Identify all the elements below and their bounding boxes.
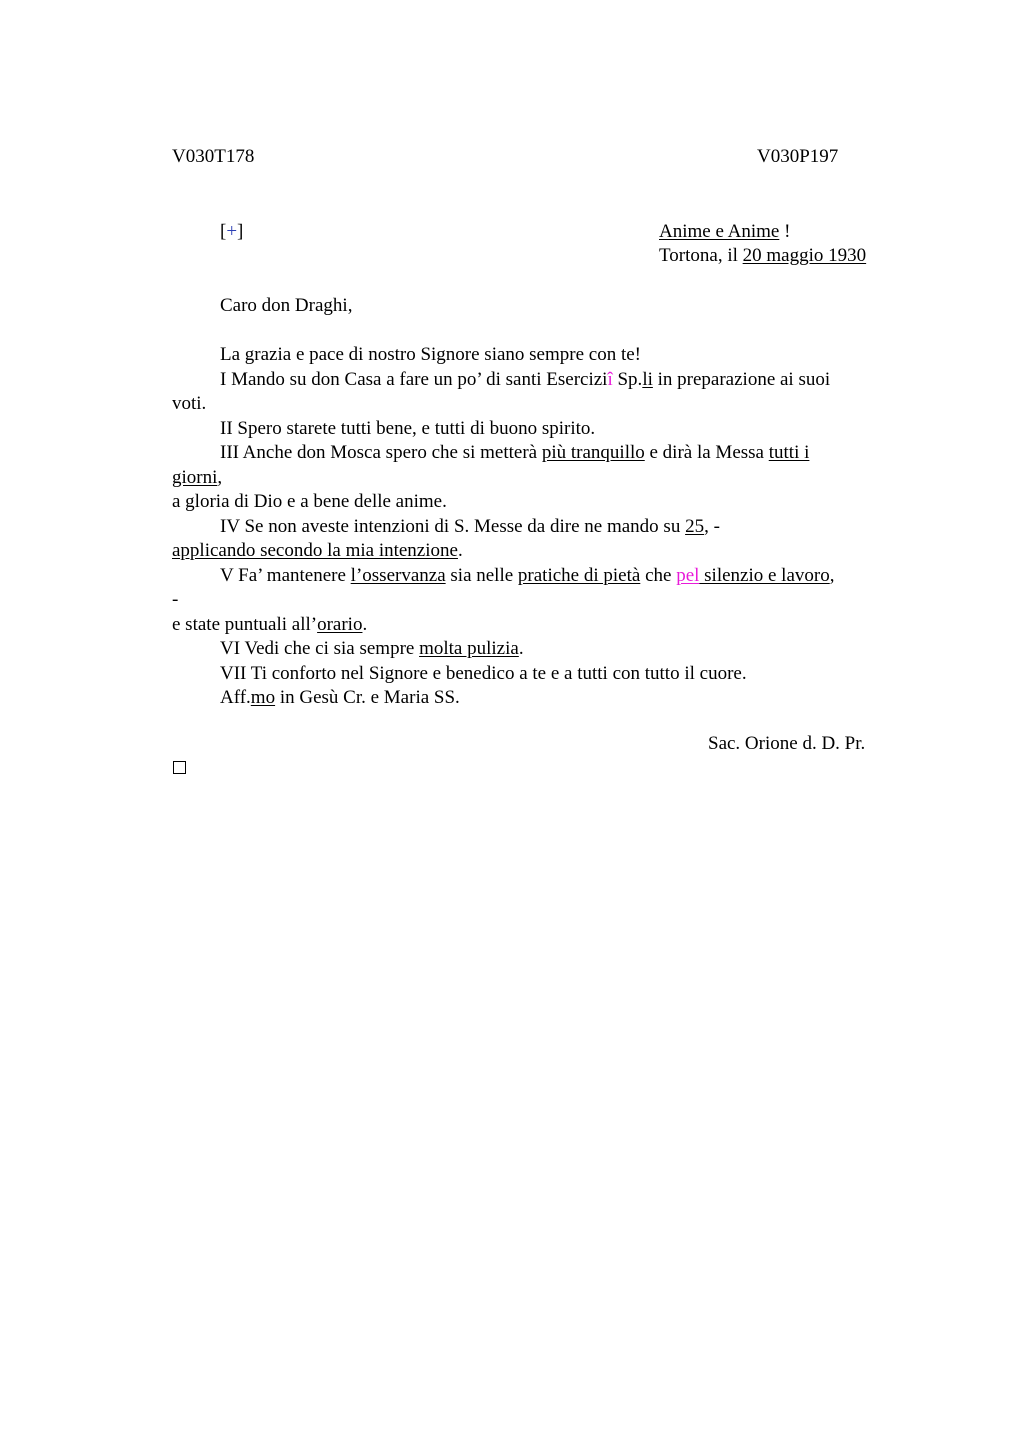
letter-line	[172, 466, 897, 491]
text-span: in Gesù Cr. e Maria SS.	[275, 687, 460, 708]
motto-suffix: !	[779, 221, 791, 242]
motto	[659, 221, 790, 243]
letter-line: -	[172, 589, 179, 610]
text-span: IV Se non aveste intenzioni di S. Messe da dire ne mando su	[220, 515, 686, 537]
text-span: VI Vedi che ci sia sempre	[220, 638, 420, 659]
text-span: sia nelle	[445, 564, 518, 586]
underlined-text: applicando secondo la mia intenzione	[172, 540, 458, 561]
text-span: Aff.	[220, 687, 251, 708]
underlined-text: 25	[685, 515, 705, 537]
underlined-text: orario	[317, 613, 363, 635]
text-span: V Fa’ mantenere	[220, 564, 351, 586]
text-span: .	[518, 638, 524, 659]
text-span: ,	[217, 466, 223, 488]
salutation: Caro don Draghi,	[220, 295, 353, 316]
letter-line: VII Ti conforto nel Signore e benedico a te e a tutti con tutto il cuore.	[220, 662, 747, 684]
underlined-text: pratiche di pietà	[517, 564, 641, 586]
underlined-text: silenzio e lavoro	[699, 564, 830, 586]
underlined-text: li	[642, 368, 653, 390]
underlined-text: molta pulizia	[419, 638, 519, 659]
cross-open: [	[220, 221, 227, 242]
editor-mark: î	[607, 368, 613, 390]
text-span: I Mando su don Casa a fare un po’ di santi Esercizi	[220, 368, 608, 390]
letter-line	[172, 515, 897, 540]
text-span: , -	[704, 515, 720, 537]
text-span: .	[362, 613, 368, 635]
letter-line	[172, 686, 897, 711]
text-span: in preparazione ai suoi	[652, 368, 831, 390]
text-span: e state puntuali all’	[172, 613, 318, 635]
letter-line	[172, 539, 897, 564]
letter-body	[172, 294, 897, 711]
motto-text: Anime e Anime	[659, 221, 780, 242]
letter-line	[172, 564, 897, 589]
letter-line: II Spero starete tutti bene, e tutti di buono spirito.	[220, 417, 596, 439]
cross-mark	[220, 221, 243, 243]
underlined-text: mo	[250, 687, 276, 708]
letter-line	[172, 613, 897, 638]
text-span: .	[457, 540, 463, 561]
document-ref-right: V030P197	[757, 146, 839, 167]
signature: Sac. Orione d. D. Pr.	[708, 733, 866, 754]
dateline	[659, 245, 866, 267]
letter-line	[172, 441, 897, 466]
dateline-date: 20 maggio 1930	[742, 245, 867, 266]
document-ref-left: V030T178	[172, 146, 255, 167]
underlined-text: giorni	[172, 466, 218, 488]
letter-line: La grazia e pace di nostro Signore siano sempre con te!	[220, 344, 642, 365]
dateline-place: Tortona, il	[659, 245, 743, 266]
letter-line: voti.	[172, 393, 207, 414]
letter-line: a gloria di Dio e a bene delle anime.	[172, 491, 447, 512]
text-span: ,	[829, 564, 835, 586]
letter-line	[172, 368, 897, 393]
text-span: III Anche don Mosca spero che si metterà	[220, 442, 542, 463]
text-span: Sp.	[612, 368, 643, 390]
letter-line	[172, 637, 897, 662]
underlined-text: l’osservanza	[350, 564, 446, 586]
cross-close: ]	[237, 221, 244, 242]
underlined-text: più tranquillo	[541, 442, 645, 463]
spacer	[172, 319, 897, 344]
end-square-icon	[173, 761, 186, 774]
underlined-text: tutti i	[768, 442, 810, 463]
editor-mark: pel	[676, 564, 700, 586]
text-span: che	[640, 564, 677, 586]
cross-plus: +	[226, 221, 238, 242]
text-span: e dirà la Messa	[644, 442, 769, 463]
